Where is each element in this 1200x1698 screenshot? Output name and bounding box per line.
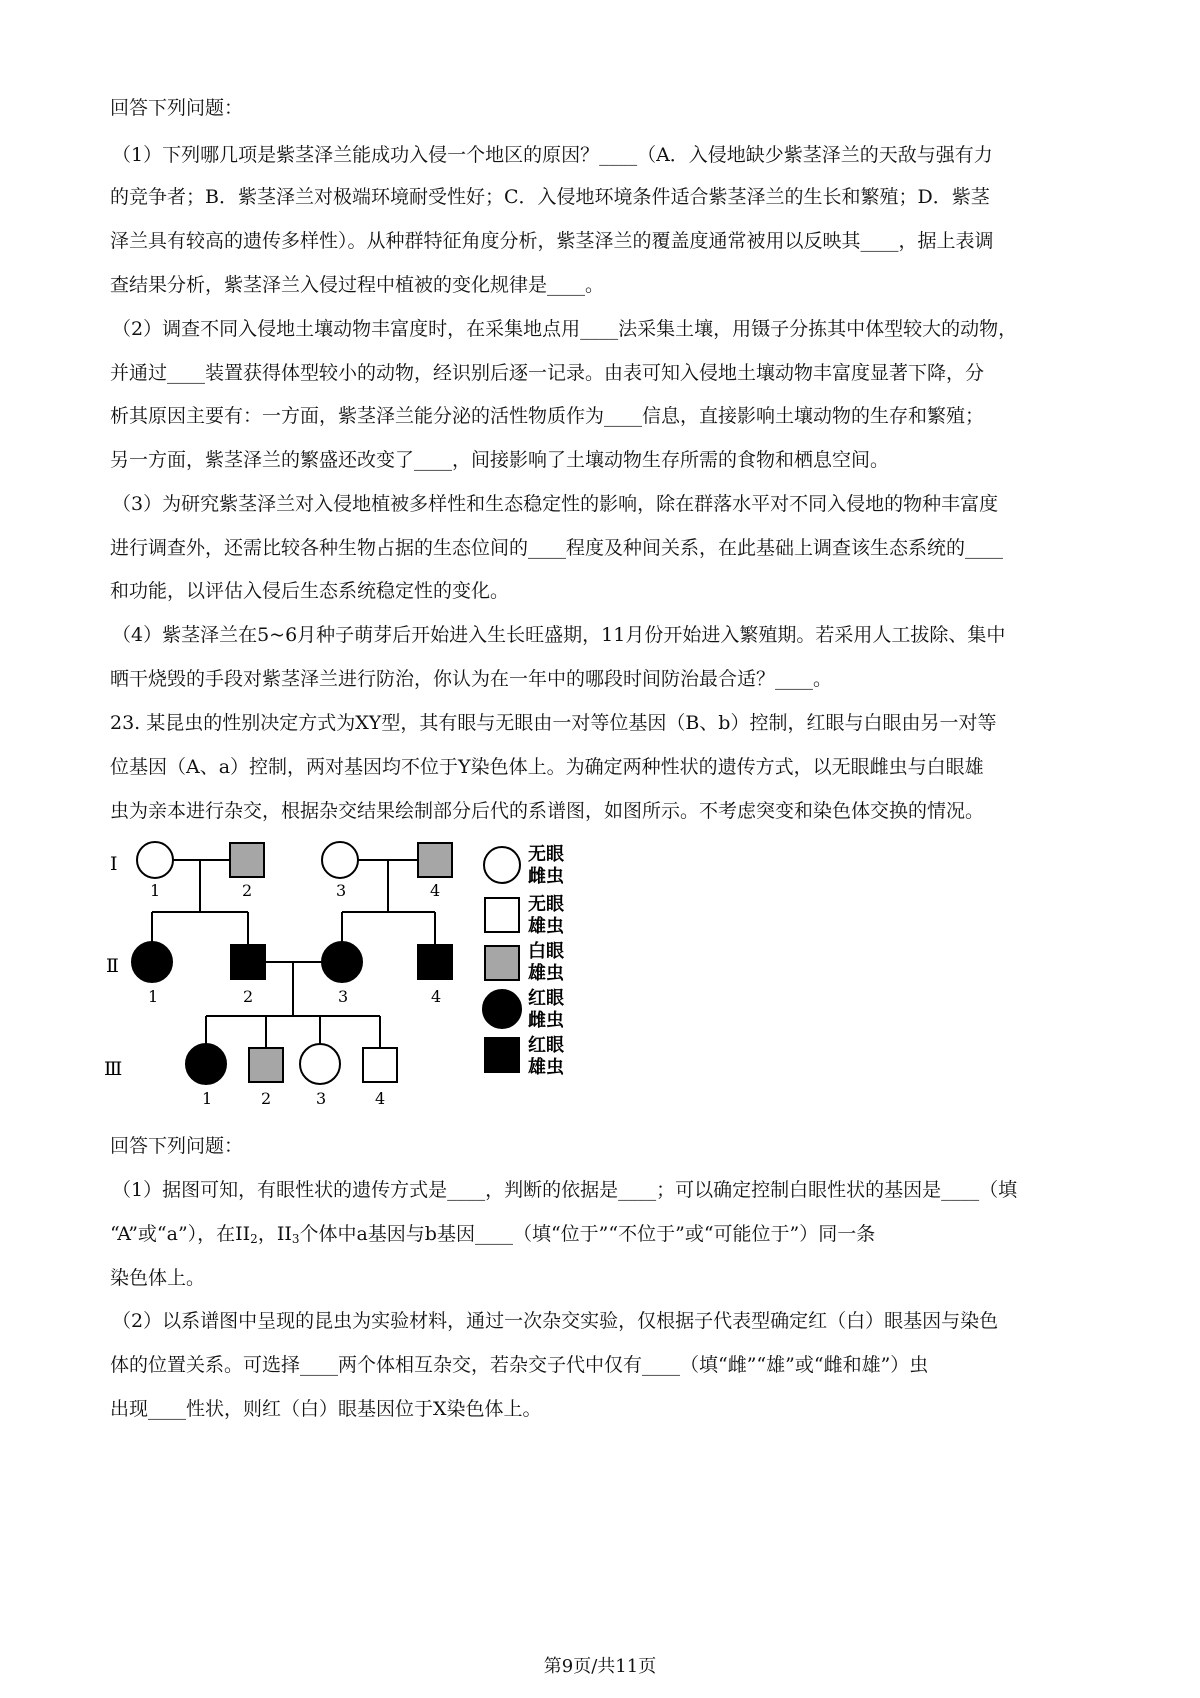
gen2-number-2: 2 [243,987,254,1006]
gen1-number-1: 1 [150,881,161,900]
gen3-individual-1 [186,1044,226,1084]
legend-symbol-female-red-eye [483,990,521,1028]
gen2-individual-2 [231,945,265,979]
q23-2-line-1: （2）以系谱图中呈现的昆虫为实验材料，通过一次杂交实验，仅根据子代表型确定红（白）眼基因与染色 [112,1310,999,1332]
legend-label-3b: 雄虫 [528,963,564,984]
section-heading-2: 回答下列问题： [110,1135,244,1157]
legend-label-3a: 白眼 [528,941,564,962]
q23-1-line-1: （1）据图可知，有眼性状的遗传方式是____，判断的依据是____；可以确定控制白眼性状的基因是____（填 [112,1179,1018,1201]
gen3-individual-2 [249,1048,283,1082]
gen1-number-3: 3 [336,881,347,900]
q1-line-4: 查结果分析，紫茎泽兰入侵过程中植被的变化规律是____。 [110,274,605,296]
gen2-individual-4 [418,945,452,979]
gen3-number-1: 1 [202,1089,213,1108]
gen3-number-3: 3 [316,1089,327,1108]
legend-label-1b: 雌虫 [528,866,564,887]
legend-label-5a: 红眼 [528,1035,564,1056]
pedigree-diagram [100,840,620,1120]
legend-label-2b: 雄虫 [528,916,564,937]
legend-label-4a: 红眼 [528,988,564,1009]
generation-label-2: Ⅱ [106,955,119,977]
gen2-individual-1 [132,942,172,982]
gen1-individual-4 [418,843,452,877]
gen2-number-3: 3 [338,987,349,1006]
q23-1-line-3: 染色体上。 [110,1267,206,1289]
q2-line-1: （2）调查不同入侵地土壤动物丰富度时，在采集地点用____法采集土壤，用镊子分拣其中体型较大的动物， [112,318,1018,340]
q3-line-3: 和功能，以评估入侵后生态系统稳定性的变化。 [110,580,510,602]
q23-1-line-2c: 个体中a基因与b基因____（填“位于”“不位于”或“可能位于”）同一条 [299,1223,876,1245]
section-heading: 回答下列问题： [110,97,244,119]
q23-line-1: 23. 某昆虫的性别决定方式为XY型，其有眼与无眼由一对等位基因（B、b）控制，红眼与白眼由另一对等 [110,712,997,734]
gen2-number-4: 4 [431,987,442,1006]
q23-line-3: 虫为亲本进行杂交，根据杂交结果绘制部分后代的系谱图，如图所示。不考虑突变和染色体交换的情况。 [110,800,985,822]
q23-1-line-2b: ，II [257,1223,292,1245]
q3-line-2: 进行调查外，还需比较各种生物占据的生态位间的____程度及种间关系，在此基础上调查该生态系统的____ [110,537,1004,559]
gen1-individual-2 [230,843,264,877]
q2-line-2: 并通过____装置获得体型较小的动物，经识别后逐一记录。由表可知入侵地土壤动物丰富度显著下降，分 [110,362,985,384]
gen3-number-2: 2 [261,1089,272,1108]
q23-1-sub-1: 2 [250,1232,258,1246]
gen1-individual-1 [137,842,173,878]
gen1-number-2: 2 [242,881,253,900]
legend-symbol-male-white-eye [485,946,519,980]
gen3-number-4: 4 [375,1089,386,1108]
q23-1-sub-2: 3 [291,1232,300,1246]
q23-2-line-3: 出现____性状，则红（白）眼基因位于X染色体上。 [110,1398,542,1420]
q2-line-4: 另一方面，紫茎泽兰的繁盛还改变了____，间接影响了土壤动物生存所需的食物和栖息空间。 [110,449,890,471]
legend-label-1a: 无眼 [528,844,564,865]
q23-line-2: 位基因（A、a）控制，两对基因均不位于Y染色体上。为确定两种性状的遗传方式，以无眼雌虫与白眼雄 [110,756,984,778]
legend-label-2a: 无眼 [528,894,564,915]
gen3-individual-3 [300,1044,340,1084]
q1-line-3: 泽兰具有较高的遗传多样性）。从种群特征角度分析，紫茎泽兰的覆盖度通常被用以反映其____，据上表调 [110,230,994,252]
q23-1-line-2 [110,1219,875,1246]
legend-symbol-male-red-eye [485,1038,519,1072]
q4-line-1: （4）紫茎泽兰在5~6月种子萌芽后开始进入生长旺盛期，11月份开始进入繁殖期。若采用人工拔除、集中 [112,624,1006,646]
gen1-number-4: 4 [430,881,441,900]
legend-symbol-male-no-eye [485,898,519,932]
gen1-individual-3 [322,842,358,878]
q3-line-1: （3）为研究紫茎泽兰对入侵地植被多样性和生态稳定性的影响，除在群落水平对不同入侵地的物种丰富度 [112,493,999,515]
page-footer: 第9页/共11页 [543,1656,657,1677]
q2-line-3: 析其原因主要有：一方面，紫茎泽兰能分泌的活性物质作为____信息，直接影响土壤动物的生存和繁殖； [110,405,985,427]
generation-label-1: I [110,853,118,875]
q4-line-2: 晒干烧毁的手段对紫茎泽兰进行防治，你认为在一年中的哪段时间防治最合适？____。 [110,668,833,690]
gen3-individual-4 [363,1048,397,1082]
q23-1-line-2a: “A”或“a”），在II [110,1223,251,1245]
generation-label-3: Ⅲ [104,1058,123,1080]
q1-line-1: （1）下列哪几项是紫茎泽兰能成功入侵一个地区的原因？____（A．入侵地缺少紫茎泽兰的天敌与强有力 [112,144,993,166]
legend-symbol-female-no-eye [484,847,520,883]
gen2-number-1: 1 [148,987,159,1006]
gen2-individual-3 [322,942,362,982]
legend-label-5b: 雄虫 [528,1057,564,1078]
q23-2-line-2: 体的位置关系。可选择____两个体相互杂交，若杂交子代中仅有____（填“雌”“雄”或“雌和雄”）虫 [110,1354,929,1376]
legend-label-4b: 雌虫 [528,1010,564,1031]
q1-line-2: 的竞争者；B．紫茎泽兰对极端环境耐受性好；C．入侵地环境条件适合紫茎泽兰的生长和繁殖；D．紫茎 [110,186,990,208]
